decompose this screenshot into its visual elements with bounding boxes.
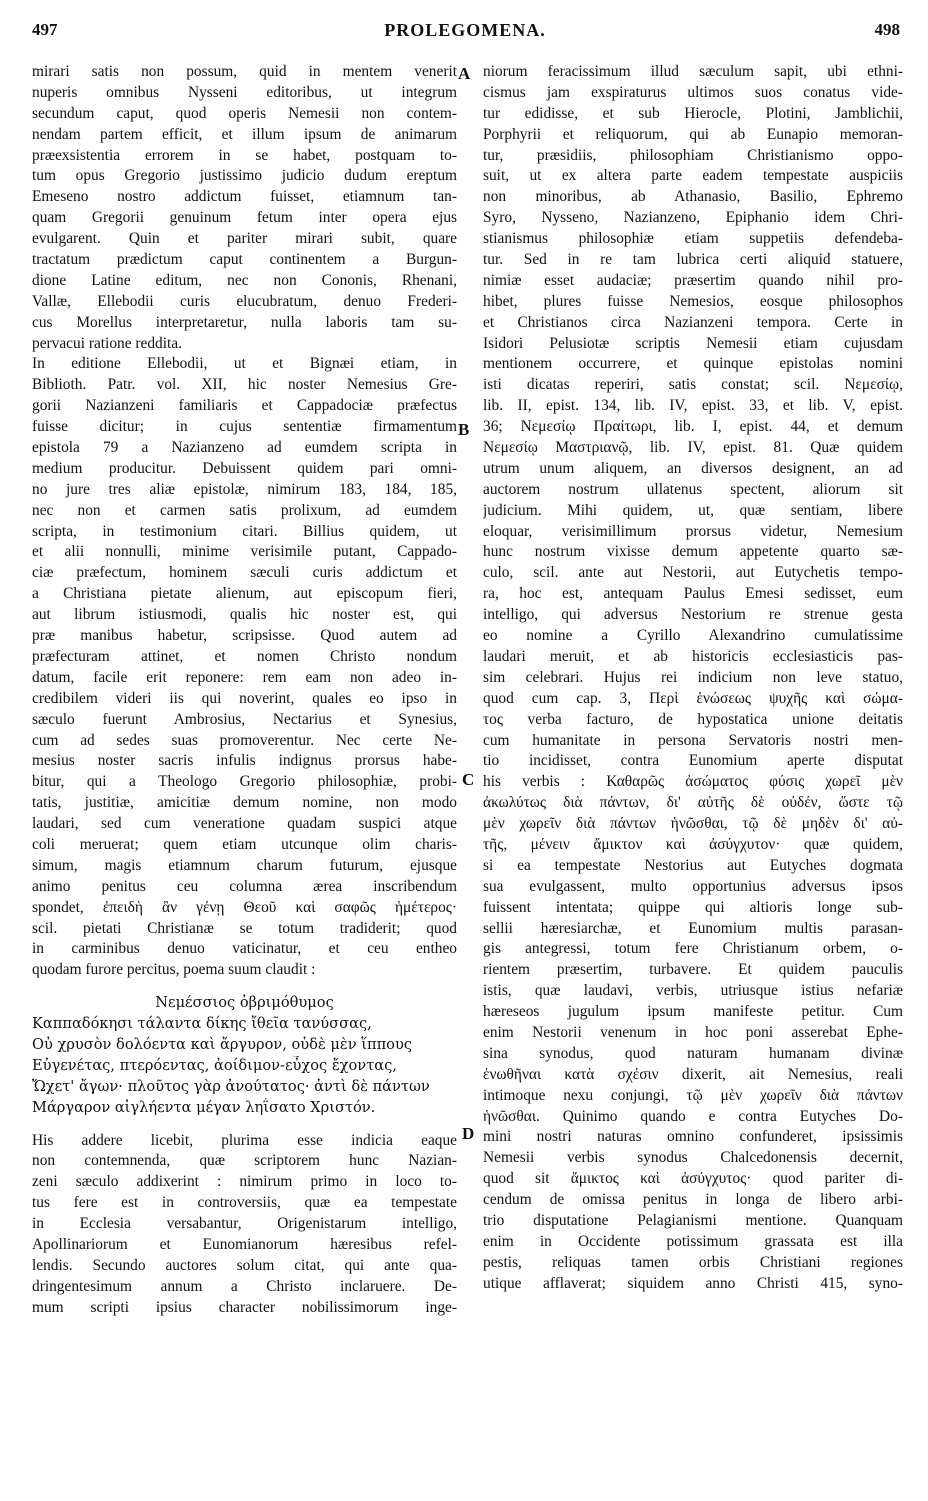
text-line: Emeseno nostro addictum fuisset, etiamnum tan-: [32, 188, 457, 206]
right-column: [483, 62, 903, 1295]
section-marker-a: A: [458, 64, 471, 83]
text-line: ἡνῶσθαι. Quinimo quando e contra Eutyches Do-: [483, 1107, 903, 1125]
text-line: mini nostri naturas omnino confunderet, ipsissimis: [483, 1128, 903, 1146]
text-line: pervacui ratione reddita.: [32, 334, 182, 352]
text-line: His addere licebit, plurima esse indicia eaque: [32, 1131, 457, 1149]
text-line: gis antegressi, totum fere Christianum orbem, o-: [483, 940, 903, 958]
text-line: ἑνωθῆναι κατὰ σχέσιν dixerit, ait Nemesius, reali: [483, 1065, 903, 1083]
text-line: τος verba facturo, de hypostatica unione deitatis: [483, 710, 903, 728]
text-line: Νεμεσίῳ Μαστριανῷ, lib. IV, epist. 81. Quæ quidem: [483, 439, 903, 457]
text-line: tio incidisset, contra Eunomium aperte disputat: [483, 752, 903, 770]
text-line: sellii hæresiarchæ, et Eunomium multis parasan-: [483, 919, 903, 937]
text-line: eloquar, verisimillimum prorsus videtur, Nemesium: [483, 522, 903, 540]
text-line: niorum feracissimum illud sæculum sapit, ubi ethni-: [483, 63, 903, 80]
text-line: quam Gregorii genuinum fetum inter opera ejus: [32, 209, 457, 227]
text-line: mirari satis non possum, quid in mentem venerit: [32, 63, 457, 80]
text-line: tur, præsidiis, philosophiam Christianismo oppo-: [483, 146, 903, 164]
poem-title: Νεμέσσιος ὀβριμόθυμος: [155, 994, 334, 1012]
text-line: epistola 79 a Nazianzeno ad eumdem scripta in: [32, 439, 457, 457]
text-line: cendum de omissa penitus in longa de libero arbi-: [483, 1191, 903, 1209]
text-line: utrum unum aliquem, an diversos designent, an ad: [483, 459, 903, 477]
text-line: no jure tres aliæ epistolæ, nimirum 183, 184, 185,: [32, 480, 457, 498]
text-line: medium producitur. Debuissent quidem pari omni-: [32, 459, 457, 477]
text-line: enim Nestorii venenum in hoc poni asserebat Ephe-: [483, 1023, 903, 1041]
text-line: Vallæ, Ellebodii curis elucubratum, denuo Frederi-: [32, 292, 457, 310]
text-line: coli meruerat; quem etiam utcunque olim charis-: [32, 835, 457, 853]
poem-line: Μάργαρον αἰγλήεντα μέγαν ληΐσατο Χριστόν.: [32, 1098, 376, 1116]
text-line: non minoribus, ab Athanasio, Basilio, Ephremo: [483, 188, 903, 206]
text-line: intelligo, qui adversus Nestorium re strenue gesta: [483, 606, 903, 624]
text-line: tur. Sed in re tam lubrica certi aliquid statuere,: [483, 251, 903, 269]
text-line: scil. pietati Christianæ se totum tradiderit; quod: [32, 919, 457, 937]
page-header: [30, 20, 900, 60]
text-line: fuissent intentata; quippe qui altioris longe sub-: [483, 898, 903, 916]
text-line: scripta, in testimonium citari. Billius quidem, ut: [32, 522, 457, 540]
text-line: simum, magis etiamnum charum futurum, ejusque: [32, 856, 457, 874]
text-line: evulgarent. Quin et pariter mirari subit, quare: [32, 230, 457, 248]
text-line: hibet, plures fuisse Nemesios, eosque philosophos: [483, 292, 903, 310]
text-line: auctorem nostrum ullatenus spectent, aliorum sit: [483, 480, 903, 498]
text-line: Apollinariorum et Eunomianorum hæresibus refel-: [32, 1235, 457, 1253]
text-line: suit, ut ex altera parte eadem tempestate auspiciis: [483, 167, 903, 185]
text-line: tatis, justitiæ, amicitiæ demum nomine, non modo: [32, 794, 457, 812]
text-line: dione Latine editum, nec non Cononis, Rhenani,: [32, 271, 457, 289]
text-line: non contemnenda, quæ scriptorem hunc Nazian-: [32, 1152, 457, 1170]
text-line: mum scripti ipsius character nobilissimorum inge-: [32, 1298, 457, 1316]
text-line: In editione Ellebodii, ut et Bignæi etiam, in: [32, 355, 457, 373]
text-line: ἀκωλύτως διὰ πάντων, δι' αὐτῆς δὲ οὐδέν, ὥστε τῷ: [483, 794, 903, 812]
text-line: eo nomine a Cyrillo Alexandrino cumulatissime: [483, 627, 903, 645]
section-marker-c: C: [462, 770, 475, 789]
text-line: cum humanitate in persona Servatoris nostri men-: [483, 731, 903, 749]
text-line: nec non et carmen satis prolixum, ad eumdem: [32, 501, 457, 519]
text-line: sim celebrari. Hujus rei indicium non leve statuo,: [483, 668, 903, 686]
text-line: trio disputatione Pelagianismi mentione. Quanquam: [483, 1211, 903, 1229]
text-line: laudari meruit, et ab historicis ecclesiasticis pas-: [483, 647, 903, 665]
page-number-left: 497: [32, 20, 58, 39]
text-line: nimiæ esset audaciæ; præsertim quando nihil pro-: [483, 271, 903, 289]
text-line: stianismus philosophiæ etiam suppetiis defendeba-: [483, 230, 903, 248]
text-line: sua evulgassent, multo opportunius adversus ipsos: [483, 877, 903, 895]
text-line: quodam furore percitus, poema suum claudit :: [32, 961, 316, 979]
poem-line: Εὐγενέτας, πτερόεντας, ἀοίδιμον-εὖχος ἔχοντας,: [32, 1056, 397, 1074]
text-line: datum, facile erit reponere: rem eam non adeo in-: [32, 668, 457, 686]
text-line: gorii Nazianzeni familiaris et Cappadociæ præfectus: [32, 397, 457, 415]
text-line: nendam partem efficit, et illum ipsum de animarum: [32, 125, 457, 143]
text-line: tum opus Gregorio justissimo judicio dudum ereptum: [32, 167, 457, 185]
text-line: spondet, ἐπειδὴ ἂν γένῃ Θεοῦ καὶ σαφῶς ἡμέτερος·: [32, 898, 457, 916]
poem-line: Καππαδόκησι τάλαντα δίκης ἴθεῖα τανύσσας,: [32, 1015, 372, 1033]
section-marker-d: D: [462, 1124, 475, 1143]
text-line: sæculo fuerunt Ambrosius, Nectarius et Synesius,: [32, 710, 457, 728]
text-line: a Christiana pietate alienum, aut episcopum fieri,: [32, 585, 457, 603]
text-line: intimoque nexu conjungi, τῷ μὲν χωρεῖν διὰ πάντων: [483, 1086, 903, 1104]
text-line: nuperis omnibus Nysseni editoribus, ut integrum: [32, 83, 457, 101]
text-line: bitur, qui a Theologo Gregorio philosophiæ, probi-: [32, 773, 457, 791]
text-line: præfecturam attinet, et nomen Christo nondum: [32, 647, 457, 665]
text-line: ciæ præfectum, hominem sæculi curis addictum et: [32, 564, 457, 582]
text-line: tractatum prædictum caput continentem a Burgun-: [32, 251, 457, 269]
text-line: his verbis : Καθαρῶς ἀσώματος φύσις χωρεῖ μὲν: [483, 773, 903, 791]
text-line: fuisse dicitur; in cujus sententiæ firmamentum: [32, 418, 457, 436]
text-line: istis, quæ laudavi, verbis, utriusque istius nefariæ: [483, 982, 903, 1000]
text-line: utique afflaverat; siquidem anno Christi 415, syno-: [483, 1274, 903, 1292]
text-line: cum ad sedes suas promoverentur. Nec certe Ne-: [32, 731, 457, 749]
text-line: Isidori Pelusiotæ scriptis Nemesii etiam cujusdam: [483, 334, 903, 352]
text-line: et alii nonnulli, minime verisimile putant, Cappado-: [32, 543, 457, 561]
text-line: sina synodus, quod naturam humanam divinæ: [483, 1044, 903, 1062]
text-line: mesius noster sacris infulis indignus prorsus habe-: [32, 752, 457, 770]
text-line: Nemesii verbis synodus Chalcedonensis decernit,: [483, 1149, 903, 1167]
running-title: PROLEGOMENA.: [384, 20, 546, 40]
left-column: [32, 62, 457, 1319]
poem-line: Οὐ χρυσὸν δολόεντα καὶ ἄργυρον, οὐδὲ μὲν ἵππους: [32, 1035, 412, 1053]
text-line: enim in Occidente potissimum grassata est illa: [483, 1232, 903, 1250]
text-line: zeni sæculo addixerint : nimirum primo in loco to-: [32, 1173, 457, 1191]
text-line: et Christianos circa Nazianzeni tempora. Certe in: [483, 313, 903, 331]
text-line: lib. II, epist. 134, lib. IV, epist. 33, et lib. V, epist.: [483, 397, 903, 415]
text-line: Syro, Nysseno, Nazianzeno, Epiphanio idem Chri-: [483, 209, 903, 227]
text-line: quod cum cap. 3, Περὶ ἑνώσεως ψυχῆς καὶ σώμα-: [483, 689, 903, 707]
text-line: tur edidisse, et sub Hierocle, Plotini, Jamblichii,: [483, 104, 903, 122]
text-line: lendis. Secundo auctores solum citat, qui ante qua-: [32, 1256, 457, 1274]
text-line: 36; Νεμεσίῳ Πραίτωρι, lib. I, epist. 44, et demum: [483, 418, 903, 436]
text-line: hæreseos jugulum ipsum manifeste petitur. Cum: [483, 1003, 903, 1021]
text-line: præ manibus habetur, scripsisse. Quod autem ad: [32, 627, 457, 645]
text-line: præexsistentia errorem in se habet, postquam to-: [32, 146, 457, 164]
text-line: si ea tempestate Nestorius aut Eutyches dogmata: [483, 856, 903, 874]
text-line: rientem præsertim, turbavere. Et quidem pauculis: [483, 961, 903, 979]
text-line: laudari, sed cum veneratione quadam suspici atque: [32, 815, 457, 833]
text-line: mentionem occurrere, et quinque epistolas nomini: [483, 355, 903, 373]
text-line: quod sit ἄμικτος καὶ ἀσύγχυτος· quod pariter di-: [483, 1170, 903, 1188]
section-marker-b: B: [458, 420, 470, 439]
text-line: judicium. Mihi quidem, ut, quæ sentiam, libere: [483, 501, 903, 519]
text-line: ra, hoc est, antequam Paulus Emesi sedisset, eum: [483, 585, 903, 603]
text-line: Biblioth. Patr. vol. XII, hic noster Nemesius Gre-: [32, 376, 457, 394]
text-line: culo, scil. ante aut Nestorii, aut Eutychetis tempo-: [483, 564, 903, 582]
text-line: animo penitus ceu columna ærea inscribendum: [32, 877, 457, 895]
text-line: τῆς, μένειν ἄμικτον καὶ ἀσύγχυτον· quæ quidem,: [483, 835, 903, 853]
text-line: dringentesimum annum a Christo inclaruere. De-: [32, 1277, 457, 1295]
text-line: credibilem videri iis qui noverint, quales eo ipso in: [32, 689, 457, 707]
text-line: in carminibus denuo vaticinatur, et ceu entheo: [32, 940, 457, 958]
text-line: hunc nostrum vixisse demum appetente quarto sæ-: [483, 543, 903, 561]
text-line: isti dicatas reperiri, satis constat; scil. Νεμεσίῳ,: [483, 376, 903, 394]
text-line: cismus jam exspiraturus ultimos suos conatus vide-: [483, 83, 903, 101]
text-line: secundum caput, quod operis Nemesii non contem-: [32, 104, 457, 122]
text-line: tus fere est in controversiis, quæ ea tempestate: [32, 1194, 457, 1212]
text-line: μὲν χωρεῖν διὰ πάντων ἡνῶσθαι, τῷ δὲ μηδὲν δι' αὐ-: [483, 815, 903, 833]
text-line: pestis, reliquas tamen orbis Christiani regiones: [483, 1253, 903, 1271]
text-line: Porphyrii et reliquorum, qui ab Eunapio memoran-: [483, 125, 903, 143]
text-line: cus Morellus interpretaretur, nulla laboris tam su-: [32, 313, 457, 331]
page-number-right: 498: [874, 20, 900, 39]
text-line: aut librum istiusmodi, qualis hic noster est, qui: [32, 606, 457, 624]
poem-line: Ὤχετ' ἄγων· πλοῦτος γὰρ ἀνούτατος· ἀντὶ δὲ πάντων: [32, 1077, 430, 1095]
text-line: in Ecclesia versabantur, Origenistarum intelligo,: [32, 1215, 457, 1233]
